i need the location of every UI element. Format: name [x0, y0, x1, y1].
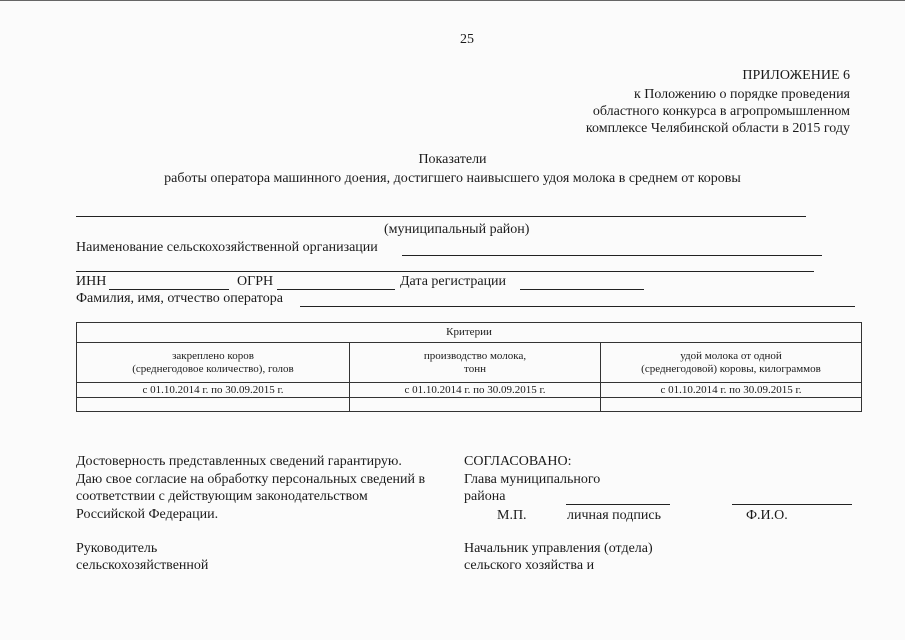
heading-subtitle: работы оператора машинного доения, достигшего наивысшего удоя молока в среднем от коровы [164, 171, 741, 186]
registration-date-fill-line[interactable] [520, 289, 644, 290]
heading-title: Показатели [418, 152, 487, 167]
appendix-line-2: областного конкурса в агропромышленном [592, 104, 850, 119]
district-fill-line[interactable] [76, 216, 806, 217]
guarantee-line-1: Достоверность представленных сведений гарантирую. [76, 454, 402, 469]
signature-fill-line[interactable] [566, 504, 670, 505]
guarantee-line-3: соответствии с действующим законодательством [76, 489, 368, 504]
ogrn-fill-line[interactable] [277, 289, 395, 290]
signature-caption: личная подпись [567, 508, 661, 523]
column-header-milk-line1: производство молока, [423, 349, 527, 362]
column-header-yield-line1: удой молока от одной [680, 349, 782, 362]
ogrn-label: ОГРН [237, 274, 274, 289]
column-header-yield-line2: (среднегодовой) коровы, килограммов [641, 362, 821, 375]
inn-label: ИНН [76, 274, 107, 289]
column-header-milk-line2: тонн [464, 362, 486, 375]
period-cell-yield: с 01.10.2014 г. по 30.09.2015 г. [601, 383, 862, 398]
registration-date-label: Дата регистрации [400, 274, 507, 289]
column-header-cows-line2: (среднегодовое количество), голов [132, 362, 294, 375]
organization-fill-line[interactable] [402, 255, 822, 256]
fio-fill-line[interactable] [732, 504, 852, 505]
period-cell-milk: с 01.10.2014 г. по 30.09.2015 г. [350, 383, 601, 398]
municipal-head-line-1: Глава муниципального [464, 472, 601, 487]
head-label-2: сельскохозяйственной [76, 558, 209, 573]
operator-fill-line[interactable] [300, 306, 855, 307]
value-cell-cows[interactable] [77, 398, 350, 412]
inn-fill-line[interactable] [109, 289, 229, 290]
appendix-line-1: к Положению о порядке проведения [633, 87, 850, 102]
agriculture-chief-line-1: Начальник управления (отдела) [464, 541, 653, 556]
column-header-cows-line1: закреплено коров [172, 349, 254, 362]
head-label-1: Руководитель [76, 541, 158, 556]
guarantee-line-4: Российской Федерации. [76, 507, 219, 522]
column-header-milk [350, 343, 601, 383]
appendix-line-3: комплексе Челябинской области в 2015 году [585, 121, 850, 136]
criteria-table [76, 322, 862, 412]
stamp-place-label: М.П. [497, 508, 527, 523]
fio-caption: Ф.И.О. [746, 508, 788, 523]
agreed-label: СОГЛАСОВАНО: [464, 454, 572, 469]
criteria-header: Критерии [77, 323, 862, 343]
appendix-title: ПРИЛОЖЕНИЕ 6 [742, 68, 850, 83]
agriculture-chief-line-2: сельского хозяйства и [464, 558, 595, 573]
period-cell-cows: с 01.10.2014 г. по 30.09.2015 г. [77, 383, 350, 398]
value-cell-milk[interactable] [350, 398, 601, 412]
scan-edge-line [0, 0, 905, 1]
operator-label: Фамилия, имя, отчество оператора [76, 291, 283, 306]
column-header-yield [601, 343, 862, 383]
value-cell-yield[interactable] [601, 398, 862, 412]
organization-label: Наименование сельскохозяйственной организации [76, 240, 378, 255]
column-header-cows [77, 343, 350, 383]
organization-fill-line-2[interactable] [76, 271, 814, 272]
district-caption: (муниципальный район) [384, 222, 530, 237]
page-number: 25 [460, 32, 474, 47]
municipal-head-line-2: района [464, 489, 506, 504]
guarantee-line-2: Даю свое согласие на обработку персональных сведений в [76, 472, 426, 487]
